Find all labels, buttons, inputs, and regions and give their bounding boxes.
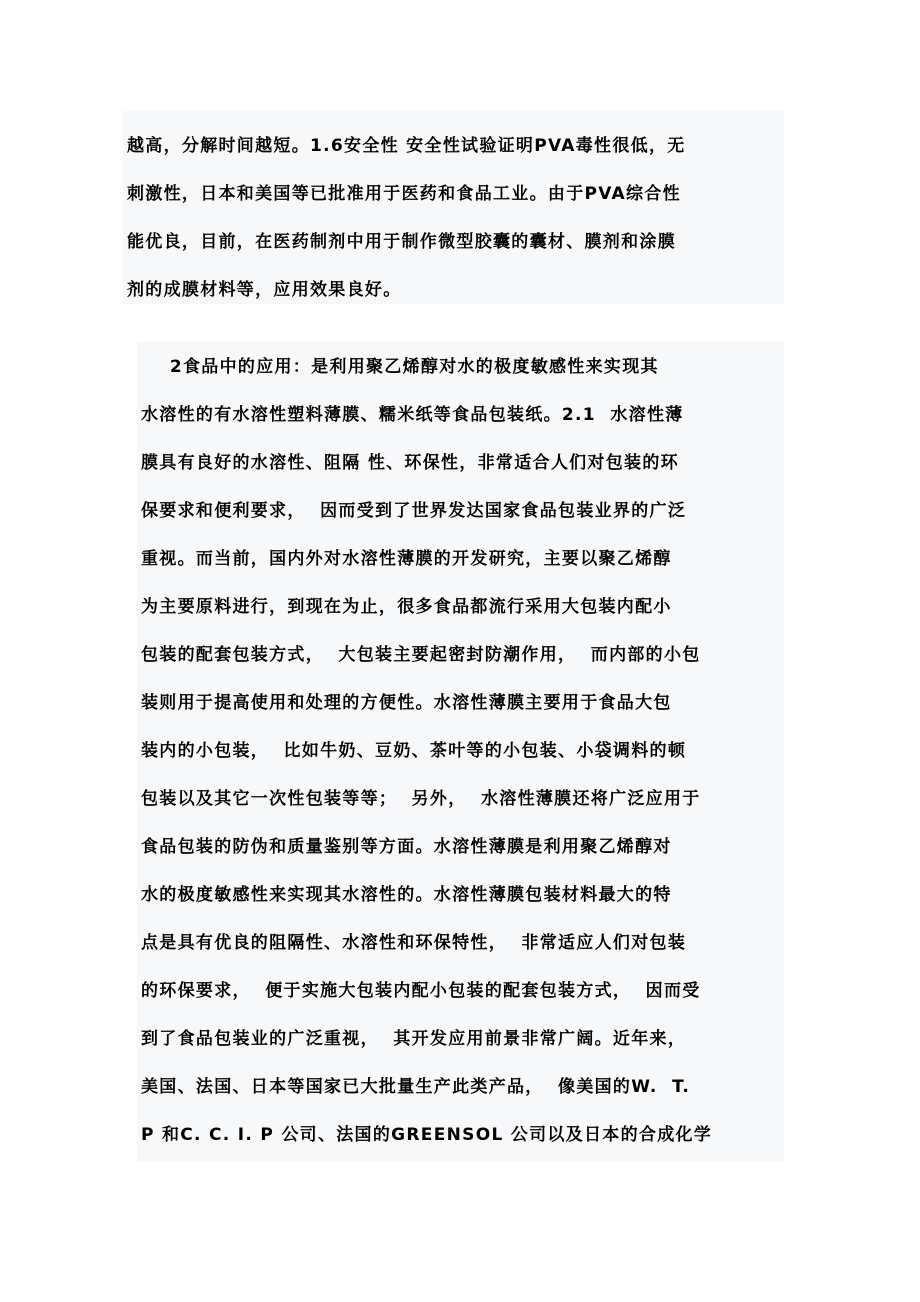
text-line: P 和C. C. I. P 公司、法国的GREENSOL 公司以及日本的合成化学: [141, 1125, 713, 1145]
text-line: 能优良，目前，在医药制剂中用于制作微型胶囊的囊材、膜剂和涂膜: [127, 232, 676, 252]
paragraph-block-2: [137, 341, 784, 1161]
text-line: 为主要原料进行，到现在为止，很多食品都流行采用大包装内配小: [141, 597, 672, 617]
text-line: 包装的配套包装方式， 大包装主要起密封防潮作用， 而内部的小包: [141, 645, 701, 665]
text-line: 2食品中的应用：是利用聚乙烯醇对水的极度敏感性来实现其: [141, 357, 659, 377]
text-line: 的环保要求， 便于实施大包装内配小包装的配套包装方式， 因而受: [141, 981, 701, 1001]
text-line: 包装以及其它一次性包装等等； 另外， 水溶性薄膜还将广泛应用于: [141, 789, 701, 809]
text-line: 装则用于提高使用和处理的方便性。水溶性薄膜主要用于食品大包: [141, 693, 672, 713]
text-line: 食品包装的防伪和质量鉴别等方面。水溶性薄膜是利用聚乙烯醇对: [141, 837, 672, 857]
text-line: 点是具有优良的阻隔性、水溶性和环保特性， 非常适应人们对包装: [141, 933, 687, 953]
text-line: 刺激性，日本和美国等已批准用于医药和食品工业。由于PVA综合性: [127, 184, 681, 204]
text-line: 到了食品包装业的广泛重视， 其开发应用前景非常广阔。近年来，: [141, 1029, 687, 1049]
text-line: 美国、法国、日本等国家已大批量生产此类产品， 像美国的W. T.: [141, 1077, 691, 1097]
text-line: 水溶性的有水溶性塑料薄膜、糯米纸等食品包装纸。2.1 水溶性薄: [141, 405, 684, 425]
text-line: 保要求和便利要求， 因而受到了世界发达国家食品包装业界的广泛: [141, 501, 687, 521]
paragraph-block-1: [123, 111, 784, 304]
text-line: 越高，分解时间越短。1.6安全性 安全性试验证明PVA毒性很低，无: [127, 136, 686, 156]
text-line: 剂的成膜材料等，应用效果良好。: [127, 280, 402, 300]
text-line: 水的极度敏感性来实现其水溶性的。水溶性薄膜包装材料最大的特: [141, 885, 672, 905]
text-line: 重视。而当前，国内外对水溶性薄膜的开发研究，主要以聚乙烯醇: [141, 549, 672, 569]
text-line: 膜具有良好的水溶性、阻隔 性、环保性，非常适合人们对包装的环: [141, 453, 679, 473]
text-line: 装内的小包装， 比如牛奶、豆奶、茶叶等的小包装、小袋调料的顿: [141, 741, 687, 761]
